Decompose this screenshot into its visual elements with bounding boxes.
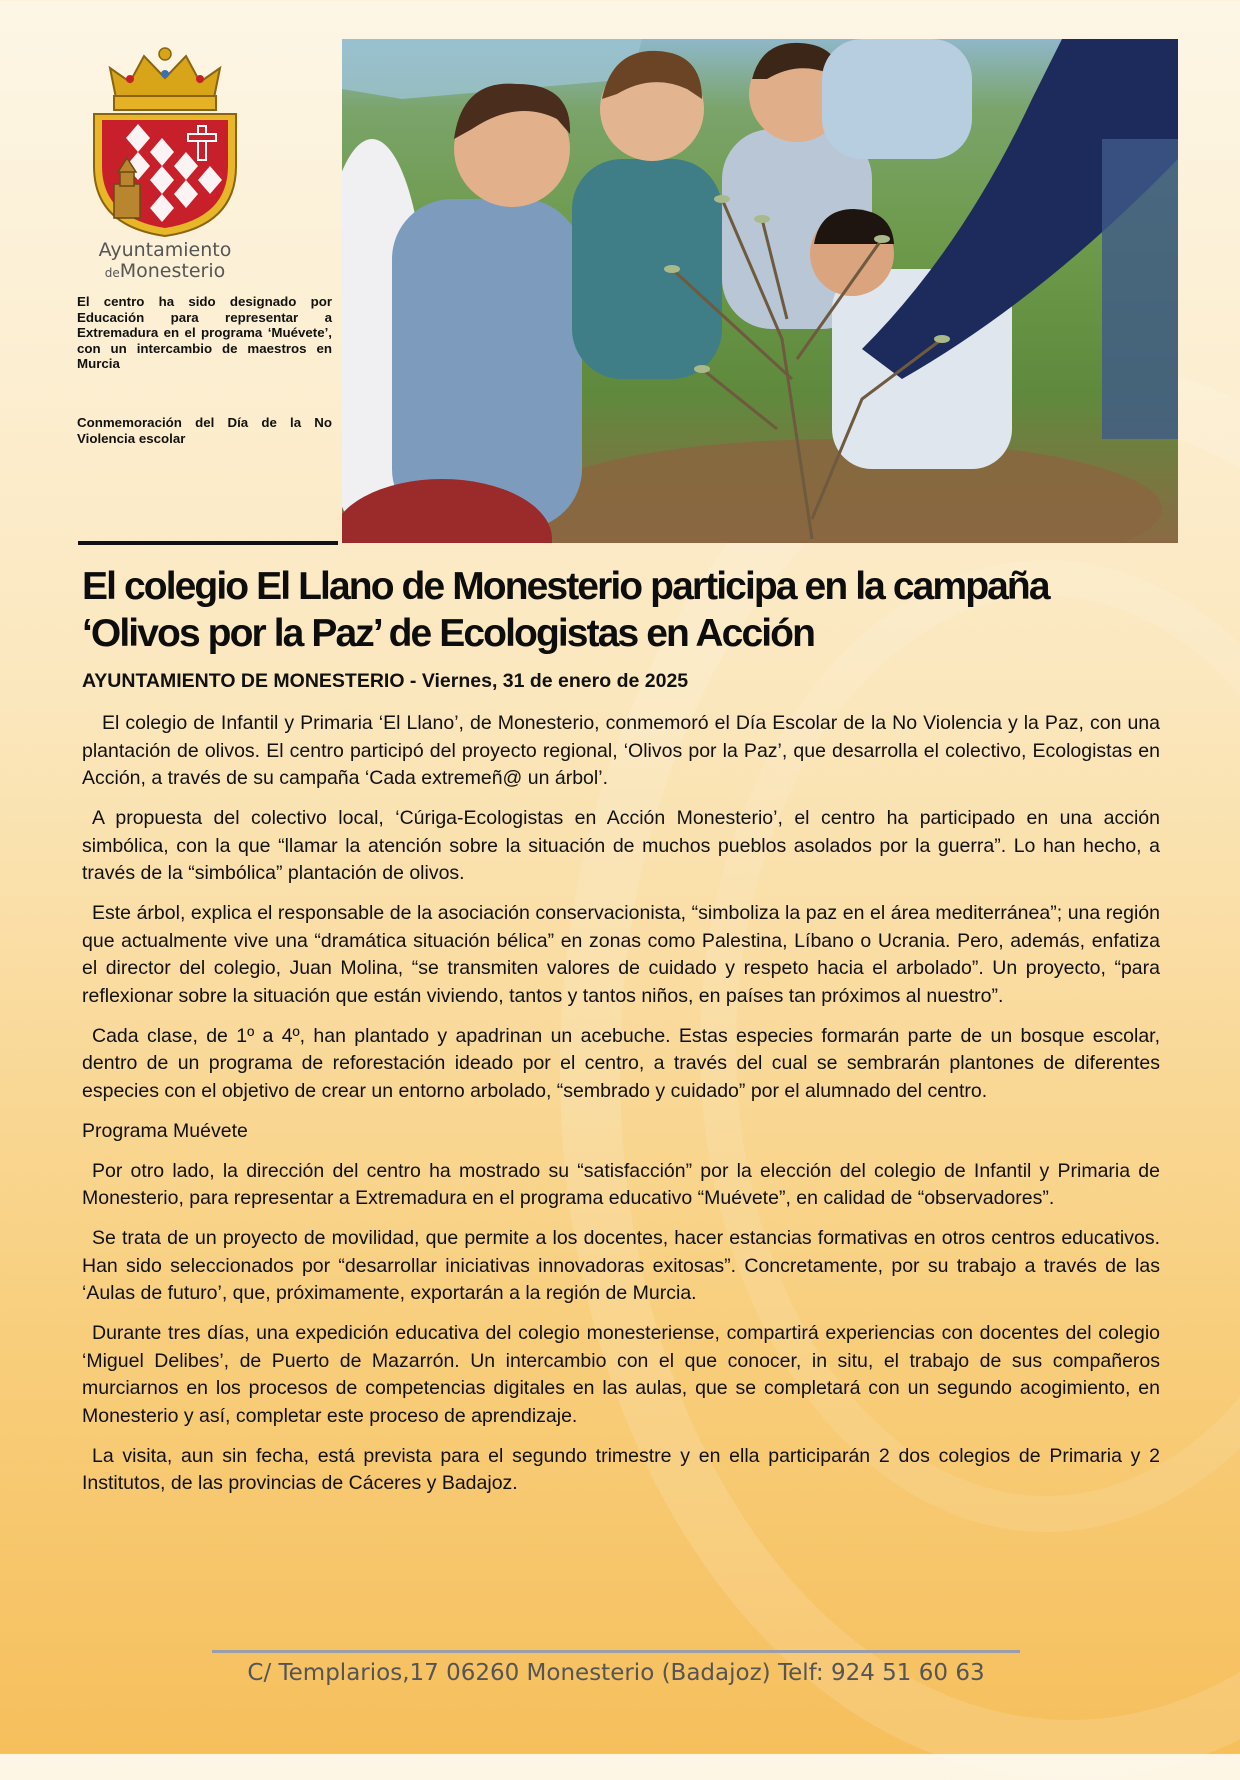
logo-label-name: Monesterio	[119, 260, 226, 282]
sidebar-divider	[78, 541, 338, 545]
sidebar-highlight-muevete: El centro ha sido designado por Educación para representar a Extremadura en el programa ‘Muévete’, con un intercambio de maestros en Murcia	[77, 294, 332, 371]
sidebar-highlight-no-violencia: Conmemoración del Día de la No Violencia escolar	[77, 415, 332, 446]
logo-label-prefix: de	[104, 266, 120, 280]
logo-label-ayuntamiento: Ayuntamiento	[98, 239, 232, 261]
coat-of-arms-icon	[86, 46, 244, 238]
footer-divider	[212, 1650, 1020, 1653]
article-headline: El colegio El Llano de Monesterio participa en la campaña ‘Olivos por la Paz’ de Ecologistas en Acción	[82, 565, 1049, 655]
article-paragraph: El colegio de Infantil y Primaria ‘El Llano’, de Monesterio, conmemoró el Día Escolar de la No Violencia y la Paz, con una plantación de olivos. El centro participó del proyecto regional, ‘Olivos por la Paz’, que desarrolla el colectivo, Ecologistas en Acción, a través de su campaña ‘Cada extremeñ@ un árbol’.	[82, 712, 1160, 789]
article-photo-children-planting-olive-tree	[342, 39, 1178, 543]
logo-label-monesterio	[86, 261, 244, 283]
article-paragraph: Se trata de un proyecto de movilidad, que permite a los docentes, hacer estancias formativas en otros centros educativos. Han sido seleccionados por “desarrollar iniciativas innovadoras exitosas”. Concretamente, por su trabajo a través de las ‘Aulas de futuro’, que, próximamente, exportarán a la región de Murcia.	[82, 1227, 1160, 1304]
article-body	[82, 710, 1160, 1510]
article-paragraph: Cada clase, de 1º a 4º, han plantado y apadrinan un acebuche. Estas especies formarán parte de un bosque escolar, dentro de un programa de reforestación ideado por el centro, a través del cual se sembrarán plantones de diferentes especies con el objetivo de crear un entorno arbolado, “sembrado y cuidado” por el alumnado del centro.	[82, 1024, 1160, 1102]
article-paragraph: Durante tres días, una expedición educativa del colegio monesteriense, compartirá experiencias con docentes del colegio ‘Miguel Delibes’, de Puerto de Mazarrón. Un intercambio con el que conocer, in situ, el trabajo de sus compañeros murciarnos en los procesos de competencias digitales en las aulas, que se completará con un segundo acogimiento, en Monesterio y así, completar este proceso de aprendizaje.	[82, 1322, 1160, 1427]
article-paragraph: Este árbol, explica el responsable de la asociación conservacionista, “simboliza la paz en el área mediterránea”; una región que actualmente vive una “dramática situación bélica” en zonas como Palestina, Líbano o Ucrania. Pero, además, enfatiza el director del colegio, Juan Molina, “se transmiten valores de cuidado y respeto hacia el arbolado”. Un proyecto, “para reflexionar sobre la situación que están viviendo, tantos y tantos niños, en países tan próximos al nuestro”.	[82, 902, 1160, 1007]
article-subheading: Programa Muévete	[82, 1119, 248, 1142]
article-paragraph: Por otro lado, la dirección del centro ha mostrado su “satisfacción” por la elección del colegio de Infantil y Primaria de Monesterio, para representar a Extremadura en el programa educativo “Muévete”, en calidad de “observadores”.	[82, 1159, 1160, 1209]
article-byline: AYUNTAMIENTO DE MONESTERIO - Viernes, 31 de enero de 2025	[82, 670, 689, 692]
article-paragraph: A propuesta del colectivo local, ‘Cúriga-Ecologistas en Acción Monesterio’, el centro ha participado en una acción simbólica, con la que “llamar la atención sobre la situación de muchos pueblos asolados por la guerra”. Lo han hecho, a través de la “simbólica” plantación de olivos.	[82, 807, 1160, 884]
article-paragraph: La visita, aun sin fecha, está prevista para el segundo trimestre y en ella participarán 2 dos colegios de Primaria y 2 Institutos, de las provincias de Cáceres y Badajoz.	[82, 1444, 1160, 1494]
municipal-logo	[86, 46, 244, 286]
footer-address: C/ Templarios,17 06260 Monesterio (Badajoz) Telf: 924 51 60 63	[247, 1660, 985, 1686]
